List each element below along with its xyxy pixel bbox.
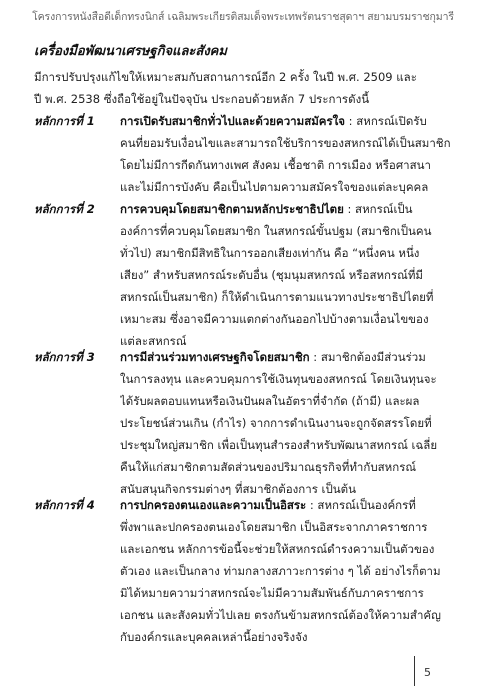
principle-line: เหมาะสม ซึ่งอาจมีความแตกต่างกันออกไปบ้างตามเงื่อนไขของ [120,312,429,326]
principle-line: ตัวเอง และเป็นกลาง ท่ามกลางสภาวะการต่าง ๆ ได้ อย่างไรก็ตาม [120,564,441,578]
principle-line [120,110,454,132]
intro-line: มีการปรับปรุงแก้ไขให้เหมาะสมกับสถานการณ์อีก 2 ครั้ง ในปี พ.ศ. 2509 และ [34,70,417,84]
principle-line: ประโยชน์ส่วนเกิน (กำไร) จากการดำเนินงานจะถูกจัดสรรโดยที่ [120,416,432,430]
principle-line: องค์การที่ควบคุมโดยสมาชิก ในสหกรณ์ขั้นปฐม (สมาชิกเป็นคน [120,224,432,238]
principle-line: เสียง” สำหรับสหกรณ์ระดับอื่น (ชุมนุมสหกรณ์ หรือสหกรณ์ที่มี [120,268,424,282]
principle-line: คนที่ยอมรับเงื่อนไขและสามารถใช้บริการของสหกรณ์ได้เป็นสมาชิก [120,136,451,150]
principle-line [120,198,454,220]
principle-body [120,494,454,648]
principle-line: และเอกชน หลักการข้อนี้จะช่วยให้สหกรณ์ดำรงความเป็นตัวของ [120,542,435,556]
section-title: เครื่องมือพัฒนาเศรษฐกิจและสังคม [34,44,227,59]
principle-body [120,198,454,352]
principle-heading: การเปิดรับสมาชิกทั่วไปและด้วยความสมัครใจ [120,114,346,128]
principle-line [120,346,454,368]
principle-heading: การปกครองตนเองและความเป็นอิสระ [120,498,307,512]
running-header: โครงการหนังสือดีเด็กทรงนิกส์ เฉลิมพระเกียรติสมเด็จพระเทพรัตนราชสุดาฯ สยามบรมราชกุมารี [32,11,454,23]
principle-heading: การมีส่วนร่วมทางเศรษฐกิจโดยสมาชิก [120,350,310,364]
intro-paragraph [34,66,454,110]
principle-line: และไม่มีการบังคับ คือเป็นไปตามความสมัครใจของแต่ละบุคคล [120,180,429,194]
principle-label: หลักการที่ 4 [34,498,95,512]
principle-heading: การควบคุมโดยสมาชิกตามหลักประชาธิปไตย [120,202,344,216]
principle-text: : สหกรณ์เปิดรับ [345,114,427,128]
principle-4 [34,494,454,648]
principle-line: พึ่งพาและปกครองตนเองโดยสมาชิก เป็นอิสระจากภาคราชการ [120,520,428,534]
principle-line: เอกชน และสังคมทั่วไปเลย ตรงกันข้ามสหกรณ์ต้องให้ความสำคัญ [120,608,441,622]
principle-line: คืนให้แก่สมาชิกตามสัดส่วนของปริมาณธุรกิจที่ทำกับสหกรณ์ [120,460,417,474]
principle-line: ทั่วไป) สมาชิกมีสิทธิในการออกเสียงเท่ากัน คือ “หนึ่งคน หนึ่ง [120,246,420,260]
page-number-rule [414,656,415,686]
principle-text: : สหกรณ์เป็น [343,202,413,216]
principle-body [120,346,454,500]
intro-line: ปี พ.ศ. 2538 ซึ่งถือใช้อยู่ในปัจจุบัน ประกอบด้วยหลัก 7 ประการดังนี้ [34,92,370,106]
principle-1 [34,110,454,198]
principle-line: แต่ละสหกรณ์ [120,334,187,348]
principle-line: โดยไม่มีการกีดกันทางเพศ สังคม เชื้อชาติ การเมือง หรือศาสนา [120,158,431,172]
principle-line: ประชุมใหญ่สมาชิก เพื่อเป็นทุนสำรองสำหรับพัฒนาสหกรณ์ เฉลี่ย [120,438,438,452]
principle-2 [34,198,454,352]
principle-line: สนับสนุนกิจกรรมต่างๆ ที่สมาชิกต้องการ เป็นต้น [120,482,356,496]
principle-line: มิได้หมายความว่าสหกรณ์จะไม่มีความสัมพันธ์กับภาคราชการ [120,586,424,600]
principle-3 [34,346,454,500]
principle-line: กับองค์กรและบุคคลเหล่านี้อย่างจริงจัง [120,630,308,644]
principle-text: : สมาชิกต้องมีส่วนร่วม [309,350,426,364]
principle-line: ในการลงทุน และควบคุมการใช้เงินทุนของสหกรณ์ โดยเงินทุนจะ [120,372,437,386]
principle-body [120,110,454,198]
principle-label: หลักการที่ 3 [34,350,95,364]
principle-line: สหกรณ์เป็นสมาชิก) ก็ให้ดำเนินการตามแนวทางประชาธิปไตยที่ [120,290,434,304]
principle-text: : สหกรณ์เป็นองค์กรที่ [306,498,416,512]
page-number: 5 [424,666,431,679]
principle-label: หลักการที่ 1 [34,114,95,128]
principle-line [120,494,454,516]
principle-line: ได้รับผลตอบแทนหรือเงินปันผลในอัตราที่จำกัด (ถ้ามี) และผล [120,394,420,408]
principle-label: หลักการที่ 2 [34,202,95,216]
